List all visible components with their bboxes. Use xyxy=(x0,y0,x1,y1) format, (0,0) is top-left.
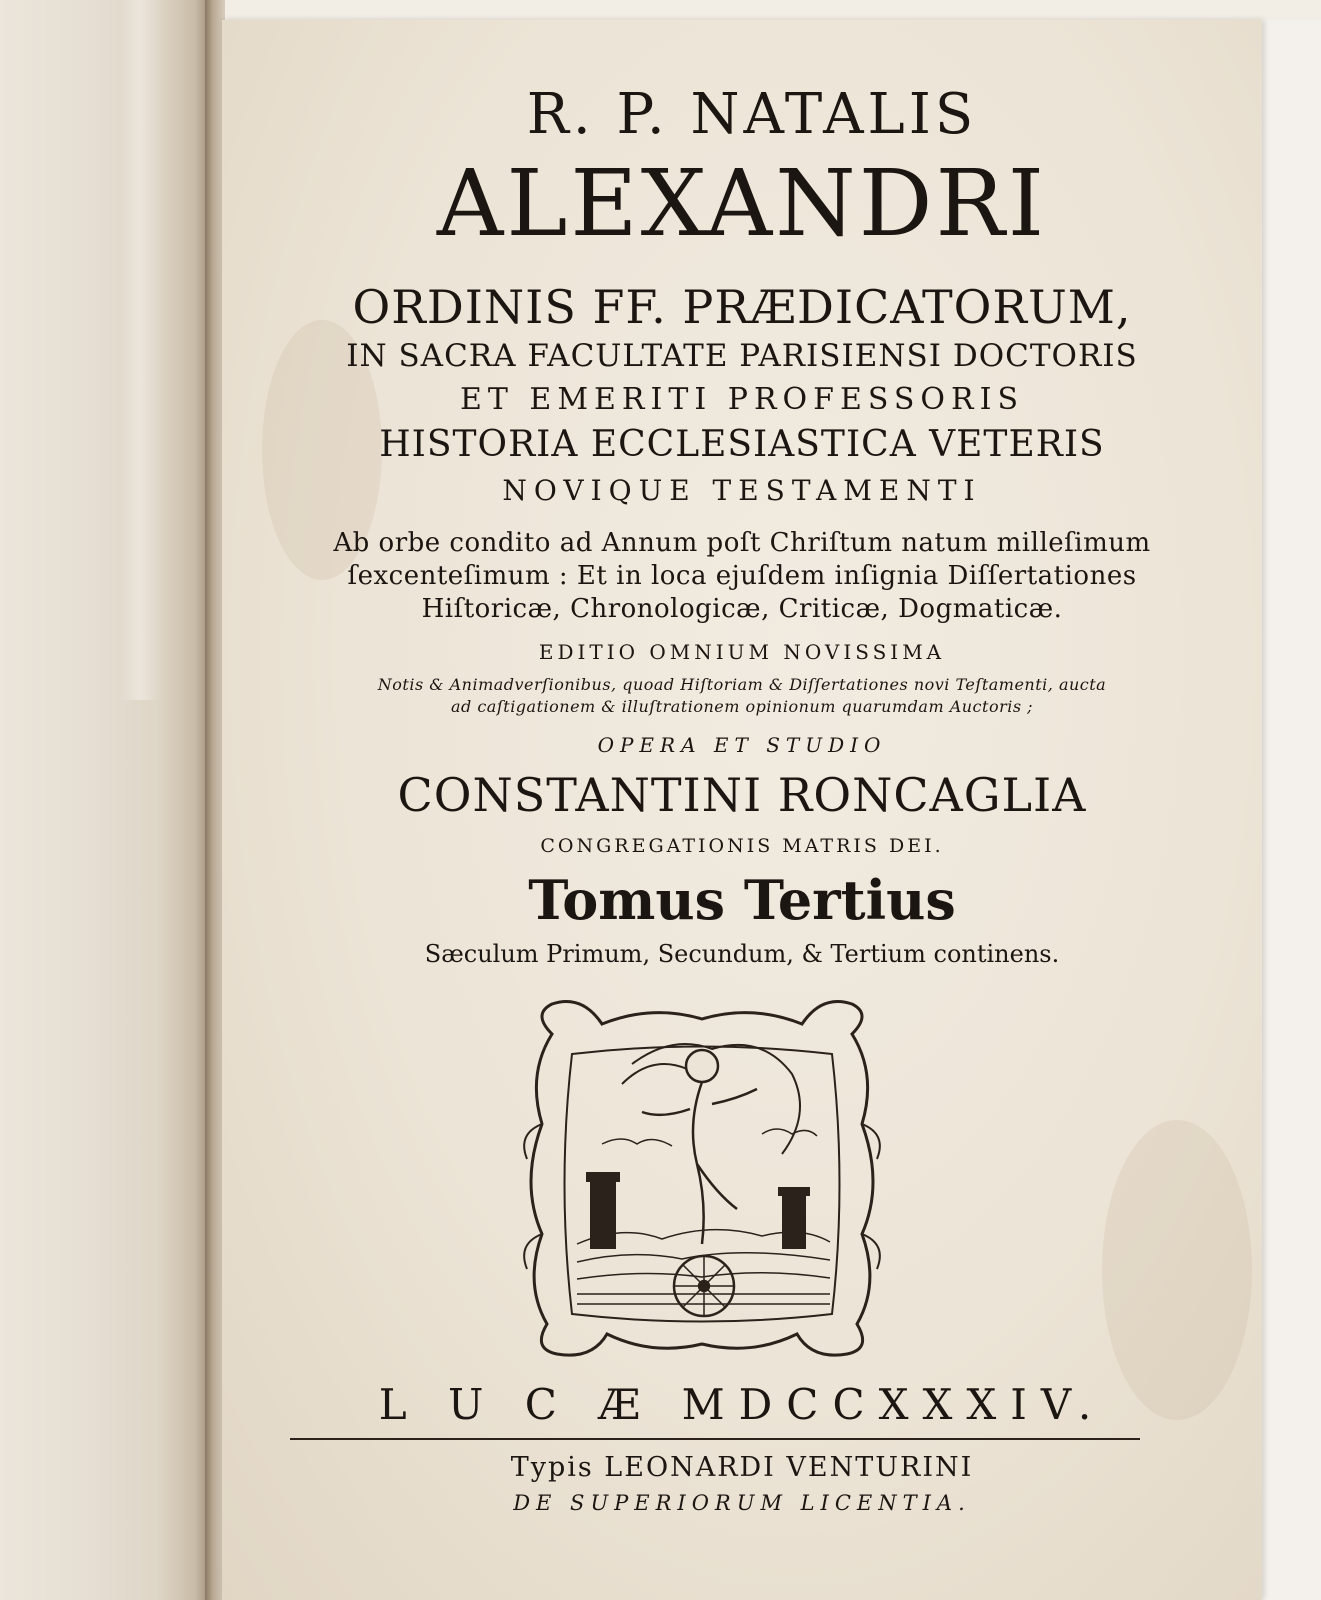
title-page xyxy=(222,20,1262,1600)
author-faculty: IN SACRA FACULTATE PARISIENSI DOCTORIS xyxy=(346,338,1138,374)
description-line: Ab orbe condito ad Annum poſt Chriſtum natum milleſimum xyxy=(333,528,1151,558)
notes-line: ad caſtigationem & illuſtrationem opinionum quarumdam Auctoris ; xyxy=(450,697,1034,716)
background-edge xyxy=(1262,20,1321,1600)
volume-contents: Sæculum Primum, Secundum, & Tertium continens. xyxy=(424,940,1060,968)
editor-congregation: CONGREGATIONIS MATRIS DEI. xyxy=(540,835,944,857)
description-line: Hiſtoricæ, Chronologicæ, Criticæ, Dogmaticæ. xyxy=(421,594,1063,624)
editor-name: CONSTANTINI RONCAGLIA xyxy=(397,768,1087,822)
page-crease xyxy=(120,0,160,700)
work-title-cont: NOVIQUE TESTAMENTI xyxy=(502,474,982,507)
printer-line: Typis LEONARDI VENTURINI xyxy=(510,1452,974,1483)
author-name: ALEXANDRI xyxy=(436,150,1048,257)
licence-line: DE SUPERIORUM LICENTIA. xyxy=(513,1491,971,1515)
author-order: ORDINIS FF. PRÆDICATORUM, xyxy=(352,280,1132,334)
work-title: HISTORIA ECCLESIASTICA VETERIS xyxy=(379,424,1105,465)
paper-stain xyxy=(1102,1120,1252,1420)
opera-line: OPERA ET STUDIO xyxy=(597,733,887,757)
volume-title: Tomus Tertius xyxy=(528,868,956,932)
engraved-vignette-icon xyxy=(512,994,892,1364)
notes-line: Notis & Animadverſionibus, quoad Hiſtoriam & Diſſertationes novi Teſtamenti, aucta xyxy=(377,675,1107,694)
description-line: ſexcenteſimum : Et in loca ejuſdem inſignia Diſſertationes xyxy=(347,561,1137,591)
imprint-place-date: L U C Æ MDCCXXXIV. xyxy=(378,1380,1106,1429)
author-title: ET EMERITI PROFESSORIS xyxy=(459,382,1025,417)
left-facing-page xyxy=(0,0,212,1600)
edition-line: EDITIO OMNIUM NOVISSIMA xyxy=(538,640,946,664)
author-prefix: R. P. NATALIS xyxy=(526,82,978,147)
imprint-rule xyxy=(290,1438,1140,1440)
